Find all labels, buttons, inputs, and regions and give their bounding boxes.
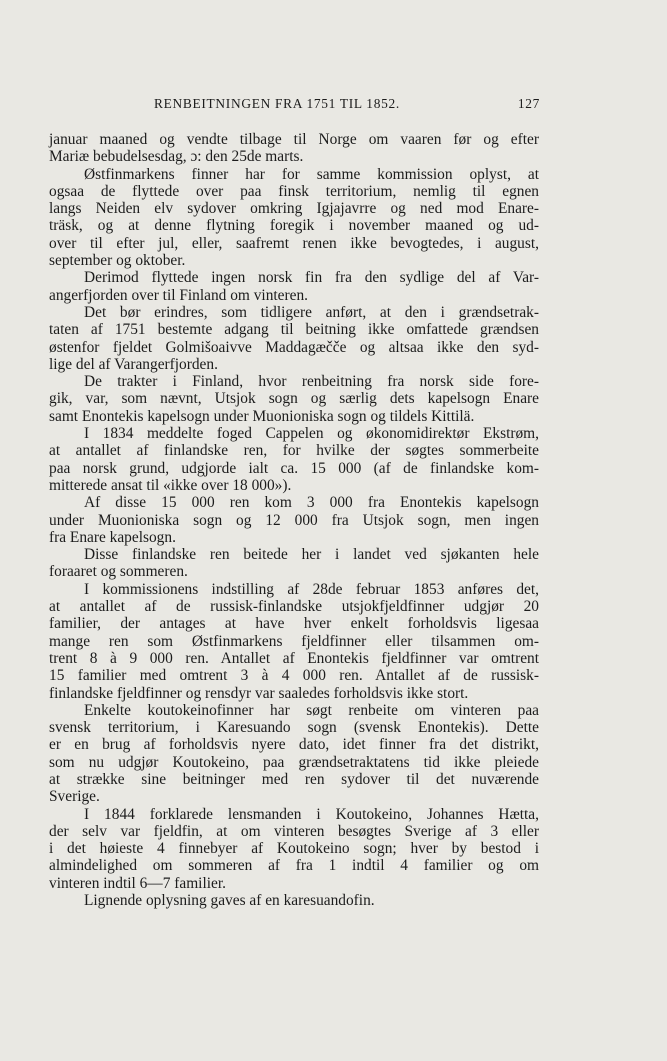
text-line: I kommissionens indstilling af 28de februar 1853 anføres det, bbox=[84, 580, 539, 598]
running-head bbox=[50, 96, 540, 114]
text-line: vinteren indtil 6—7 familier. bbox=[49, 874, 226, 892]
text-line: familier, der antages at have hver enkelt forholdsvis ligesaa bbox=[49, 615, 539, 633]
text-line: Lignende oplysning gaves af en karesuandofin. bbox=[84, 892, 375, 910]
text-line: De trakter i Finland, hvor renbeitning fra norsk side fore- bbox=[84, 373, 539, 391]
text-line: mitterede ansat til «ikke over 18 000»). bbox=[49, 476, 292, 494]
text-line: svensk territorium, i Karesuando sogn (svensk Enontekis). Dette bbox=[49, 719, 539, 737]
text-line: 15 familier med omtrent 3 à 4 000 ren. Antallet af de russisk- bbox=[49, 667, 539, 685]
text-line: januar maaned og vendte tilbage til Norge om vaaren før og efter bbox=[49, 131, 539, 148]
text-line: trent 8 à 9 000 ren. Antallet af Enontekis fjeldfinner var omtrent bbox=[49, 649, 539, 667]
text-line: over til efter jul, eller, saafremt renen ikke bevogtedes, i august, bbox=[49, 234, 539, 252]
text-line: er en brug af forholdsvis nyere dato, idet finner fra det distrikt, bbox=[49, 736, 539, 754]
text-line: ogsaa de flyttede over paa finsk territorium, nemlig til egnen bbox=[49, 182, 539, 200]
page-number: 127 bbox=[517, 96, 540, 111]
text-line: finlandske fjeldfinner og rensdyr var saaledes forholdsvis ikke stort. bbox=[49, 684, 469, 702]
text-line: samt Enontekis kapelsogn under Muonioniska sogn og tildels Kittilä. bbox=[49, 407, 475, 425]
text-line: fra Enare kapelsogn. bbox=[49, 528, 176, 546]
text-line: september og oktober. bbox=[49, 252, 186, 270]
text-line: foraaret og sommeren. bbox=[49, 563, 188, 581]
text-line: Af disse 15 000 ren kom 3 000 fra Enontekis kapelsogn bbox=[84, 494, 539, 512]
text-line: under Muonioniska sogn og 12 000 fra Utsjok sogn, men ingen bbox=[49, 511, 539, 529]
text-line: at antallet af finlandske ren, for hvilke der søgtes sommerbeite bbox=[49, 442, 539, 460]
text-line: Enkelte koutokeinofinner har søgt renbeite om vinteren paa bbox=[84, 701, 539, 719]
text-line: i det høieste 4 finnebyer af Koutokeino sogn; hver by bestod i bbox=[49, 840, 539, 858]
text-line: Sverige. bbox=[49, 788, 100, 806]
text-line: Mariæ bebudelsesdag, ɔ: den 25de marts. bbox=[49, 148, 304, 166]
text-line: mange ren som Østfinmarkens fjeldfinner eller tilsammen om- bbox=[49, 632, 539, 650]
text-line: østenfor fjeldet Golmišoaivve Maddagæčče og altsaa ikke den syd- bbox=[49, 338, 539, 356]
text-line: taten af 1751 bestemte adgang til beitning ikke omfattede grændsen bbox=[49, 321, 539, 339]
text-line: at antallet af de russisk-finlandske utsjokfjeldfinner udgjør 20 bbox=[49, 598, 539, 616]
text-line: at strække sine beitninger med ren sydover til det nuværende bbox=[49, 770, 539, 788]
text-line: som nu udgjør Koutokeino, paa grændsetraktatens tid ikke pleiede bbox=[49, 753, 539, 771]
text-line: Østfinmarkens finner har for samme kommission oplyst, at bbox=[84, 165, 539, 183]
text-line: träsk, og at denne flytning foregik i november maaned og ud- bbox=[49, 217, 539, 235]
text-line: Derimod flyttede ingen norsk fin fra den sydlige del af Var- bbox=[84, 269, 539, 287]
text-line: Disse finlandske ren beitede her i landet ved sjøkanten hele bbox=[84, 546, 539, 564]
text-line: Det bør erindres, som tidligere anført, at den i grændsetrak- bbox=[84, 303, 539, 321]
text-line: paa norsk grund, udgjorde ialt ca. 15 000 (af de finlandske kom- bbox=[49, 459, 539, 477]
text-line: der selv var fjeldfin, at om vinteren besøgtes Sverige af 3 eller bbox=[49, 822, 539, 840]
text-line: I 1834 meddelte foged Cappelen og økonomidirektør Ekstrøm, bbox=[84, 425, 539, 443]
text-line: langs Neiden elv sydover omkring Igjajavrre og ned mod Enare- bbox=[49, 200, 539, 218]
text-line: lige del af Varangerfjorden. bbox=[49, 355, 218, 373]
text-line: almindelighed om sommeren af fra 1 indtil 4 familier og om bbox=[49, 857, 539, 875]
text-line: I 1844 forklarede lensmanden i Koutokeino, Johannes Hætta, bbox=[84, 805, 539, 823]
text-line: angerfjorden over til Finland om vinteren. bbox=[49, 286, 309, 304]
body-text bbox=[49, 131, 539, 909]
running-head-title: RENBEITNINGEN FRA 1751 TIL 1852. bbox=[154, 96, 400, 111]
text-line: gik, var, som nævnt, Utsjok sogn og særlig dets kapelsogn Enare bbox=[49, 390, 539, 408]
